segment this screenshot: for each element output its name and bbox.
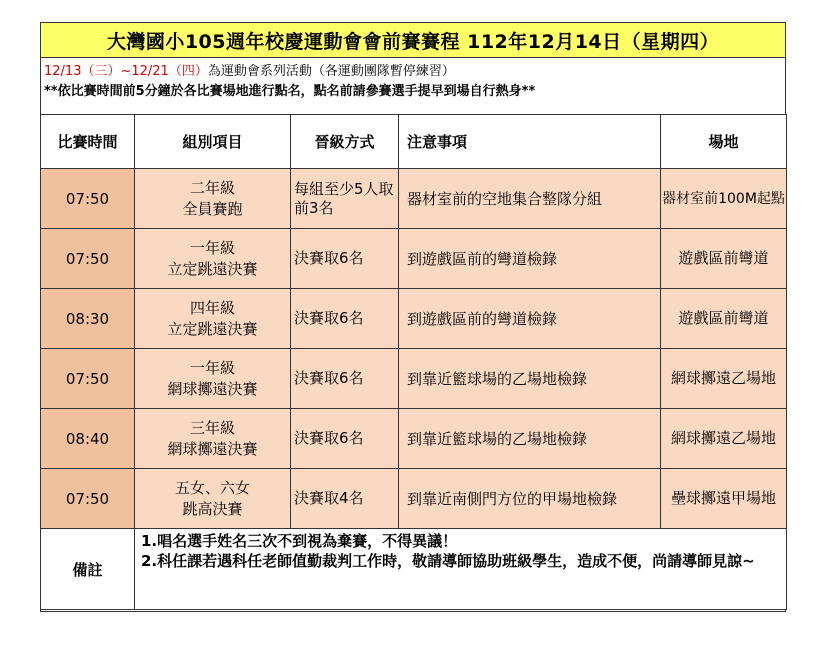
row-venue: 器材室前100M起點 xyxy=(661,169,787,229)
row-note: 到靠近南側門方位的甲場地檢錄 xyxy=(399,469,661,529)
remarks-line-1: 1.唱名選手姓名三次不到視為棄賽，不得異議！ xyxy=(141,532,458,550)
remarks-line-2: 2.科任課若遇科任老師值勤裁判工作時，敬請導師協助班級學生，造成不便，尚請導師見諒~ xyxy=(141,552,755,570)
table-row xyxy=(41,169,787,229)
schedule-table xyxy=(40,114,787,610)
row-group-event: 立定跳遠決賽 xyxy=(167,259,258,278)
remarks-label: 備註 xyxy=(41,529,135,610)
row-group xyxy=(135,169,291,229)
row-group-grade: 一年級 xyxy=(189,358,235,377)
row-time: 07:50 xyxy=(41,469,135,529)
row-group-grade: 一年級 xyxy=(189,238,235,257)
row-group-event: 網球擲遠決賽 xyxy=(167,439,258,458)
header-venue: 場地 xyxy=(661,115,787,169)
row-advance: 決賽取6名 xyxy=(291,409,399,469)
row-time: 08:30 xyxy=(41,289,135,349)
row-venue: 遊戲區前彎道 xyxy=(661,289,787,349)
page-title: 大灣國小105週年校慶運動會會前賽賽程 112年12月14日（星期四） xyxy=(40,22,786,58)
row-time: 07:50 xyxy=(41,349,135,409)
row-group xyxy=(135,409,291,469)
row-group xyxy=(135,289,291,349)
table-row xyxy=(41,349,787,409)
header-group: 組別項目 xyxy=(135,115,291,169)
row-time: 07:50 xyxy=(41,229,135,289)
header-time: 比賽時間 xyxy=(41,115,135,169)
row-note: 到遊戲區前的彎道檢錄 xyxy=(399,229,661,289)
header-note: 注意事項 xyxy=(399,115,661,169)
remarks-row xyxy=(41,529,787,610)
row-group-event: 立定跳遠決賽 xyxy=(167,319,258,338)
row-advance: 決賽取6名 xyxy=(291,289,399,349)
row-group-grade: 五女、六女 xyxy=(174,478,250,497)
row-group-grade: 四年級 xyxy=(189,298,235,317)
row-venue: 網球擲遠乙場地 xyxy=(661,349,787,409)
table-row xyxy=(41,289,787,349)
row-advance: 每組至少5人取前3名 xyxy=(291,169,399,229)
activity-dates: 12/13（三）~12/21（四） xyxy=(44,64,208,79)
row-time: 08:40 xyxy=(41,409,135,469)
row-advance: 決賽取4名 xyxy=(291,469,399,529)
row-group xyxy=(135,469,291,529)
row-group-grade: 二年級 xyxy=(189,178,235,197)
row-group-event: 全員賽跑 xyxy=(182,199,243,218)
row-note: 到靠近籃球場的乙場地檢錄 xyxy=(399,409,661,469)
row-venue: 壘球擲遠甲場地 xyxy=(661,469,787,529)
activity-notice-text: 為運動會系列活動（各運動團隊暫停練習） xyxy=(207,64,455,79)
row-group-event: 跳高決賽 xyxy=(182,499,243,518)
row-group xyxy=(135,349,291,409)
row-advance: 決賽取6名 xyxy=(291,349,399,409)
table-row xyxy=(41,469,787,529)
row-venue: 遊戲區前彎道 xyxy=(661,229,787,289)
row-group xyxy=(135,229,291,289)
table-header-row xyxy=(41,115,787,169)
row-venue: 網球擲遠乙場地 xyxy=(661,409,787,469)
table-row xyxy=(41,409,787,469)
row-note: 器材室前的空地集合整隊分組 xyxy=(399,169,661,229)
row-advance: 決賽取6名 xyxy=(291,229,399,289)
header-advance: 晉級方式 xyxy=(291,115,399,169)
activity-notice xyxy=(44,60,455,79)
row-time: 07:50 xyxy=(41,169,135,229)
roll-call-notice: **依比賽時間前5分鐘於各比賽場地進行點名，點名前請參賽選手提早到場自行熱身** xyxy=(44,84,536,99)
remarks-text xyxy=(135,529,787,610)
row-note: 到靠近籃球場的乙場地檢錄 xyxy=(399,349,661,409)
row-group-event: 網球擲遠決賽 xyxy=(167,379,258,398)
table-row xyxy=(41,229,787,289)
row-group-grade: 三年級 xyxy=(189,418,235,437)
row-note: 到遊戲區前的彎道檢錄 xyxy=(399,289,661,349)
